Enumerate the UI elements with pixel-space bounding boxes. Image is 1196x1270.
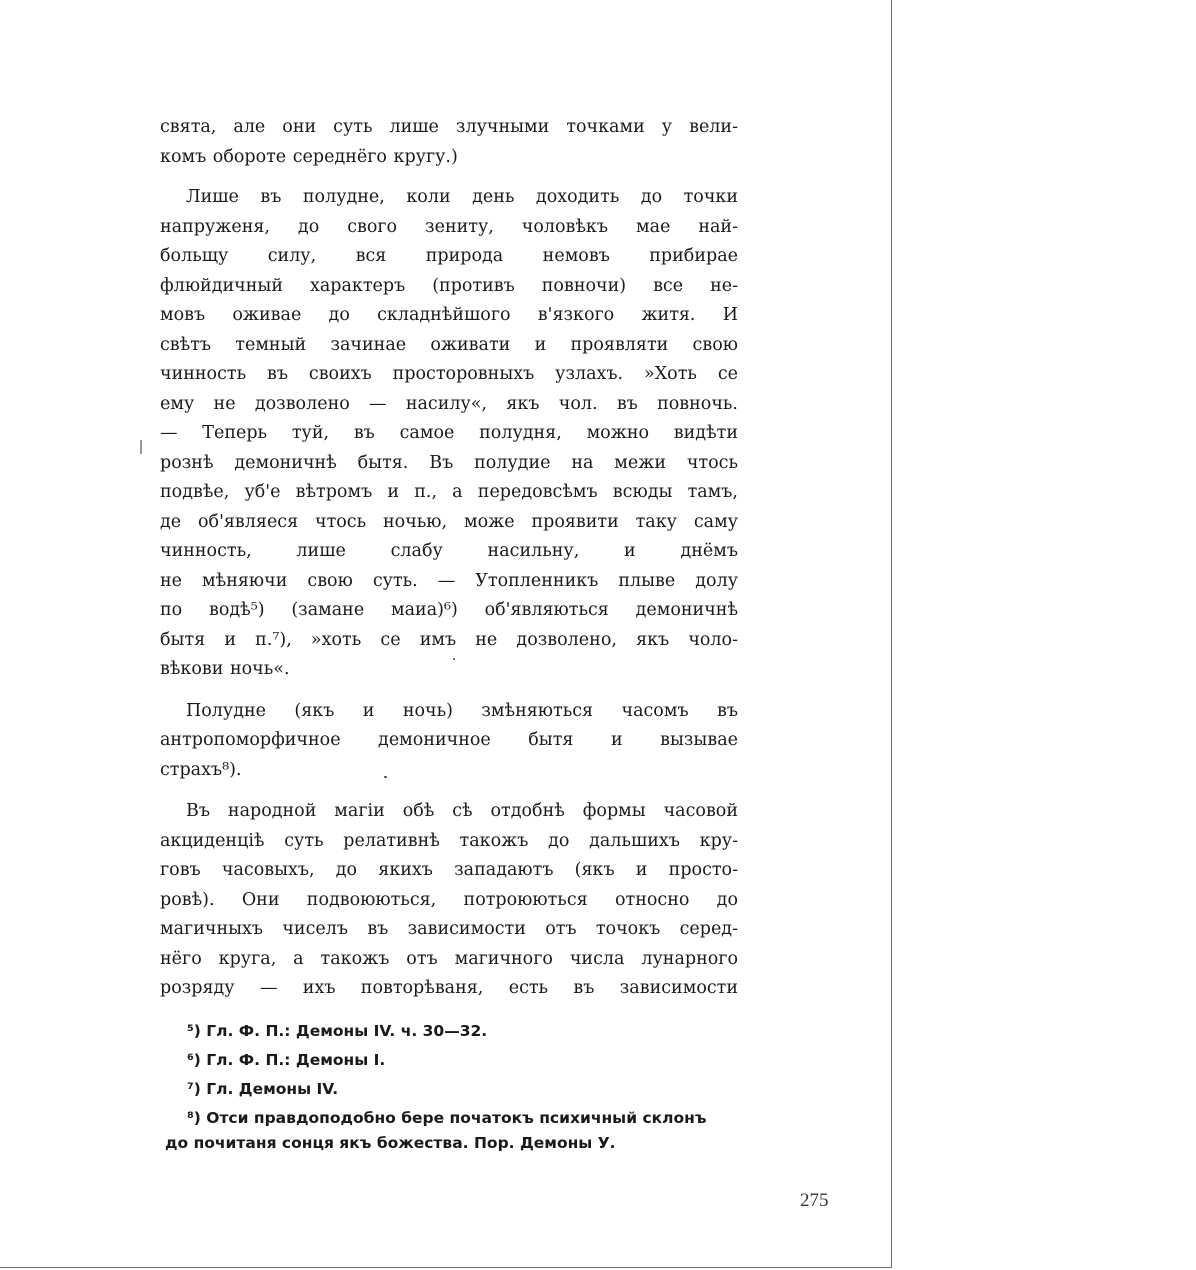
text-line: акциденціѣ суть релативнѣ такожъ до дальшихъ кру-	[160, 830, 738, 851]
scan-speck	[453, 658, 455, 660]
text-line: по водѣ⁵) (замане маиа)⁶) об'являються демоничнѣ	[160, 600, 738, 620]
text-line: нёго круга, а такожъ отъ магичного числа лунарного	[160, 948, 738, 969]
text-line: ему не дозволено — насилу«, якъ чол. въ повночь.	[160, 393, 738, 414]
text-line: бытя и п.⁷), »хоть се имъ не дозволено, якъ чоло-	[160, 629, 738, 650]
paragraph-2	[160, 183, 738, 685]
text-line: — Теперь туй, въ самое полудня, можно видѣти	[160, 423, 738, 443]
scan-mark	[140, 440, 142, 454]
text-line: чинность, лише слабу насильну, и днёмъ	[160, 541, 738, 561]
text-line: мовъ оживае до складнѣйшого в'язкого житя. И	[160, 305, 738, 325]
paragraph-3	[160, 697, 738, 786]
text-line: свѣтъ темный зачинае оживати и проявляти свою	[160, 334, 738, 355]
body-text	[160, 113, 738, 1004]
text-line: подвѣе, уб'е вѣтромъ и п., а передовсѣмъ всюды тамъ,	[160, 482, 738, 502]
text-line: напруженя, до свого зениту, чоловѣкъ мае най-	[160, 216, 738, 237]
paragraph-1	[160, 113, 738, 172]
text-line: магичныхъ чиселъ въ зависимости отъ точокъ серед-	[160, 919, 738, 939]
footnotes	[165, 1017, 747, 1158]
text-line: вѣкови ночь«.	[160, 659, 290, 679]
text-line: флюйдичный характеръ (противъ повночи) все не-	[160, 275, 738, 296]
text-line: больщу силу, вся природа немовъ прибирае	[160, 246, 738, 266]
paragraph-4	[160, 797, 738, 1004]
scan-speck	[384, 776, 387, 778]
footnote-8: ⁸) Отси правдоподобно бере початокъ психичный склонъ	[187, 1109, 707, 1127]
text-line: рознѣ демоничнѣ бытя. Въ полудие на межи чтось	[160, 452, 738, 473]
text-line: ровѣ). Они подвоюються, потроюються относно до	[160, 889, 738, 910]
text-line: не мѣняючи свою суть. — Утопленникъ плыве долу	[160, 570, 738, 591]
text-line: де об'являеся чтось ночью, може проявити таку саму	[160, 511, 738, 532]
footnote-8-continuation: до почитаня сонця якъ божества. Пор. Демоны У.	[165, 1134, 616, 1152]
page-number: 275	[800, 1190, 829, 1211]
text-line: Полудне (якъ и ночь) змѣняються часомъ въ	[186, 700, 738, 721]
footnote-7: ⁷) Гл. Демоны IV.	[187, 1080, 339, 1098]
text-line: страхъ⁸).	[160, 759, 242, 780]
text-line: розряду — ихъ повторѣваня, есть въ зависимости	[160, 978, 738, 998]
footnote-5: ⁵) Гл. Ф. П.: Демоны IV. ч. 30—32.	[187, 1022, 488, 1040]
text-line: свята, але они суть лише злучными точками у вели-	[160, 117, 738, 137]
text-line: комъ обороте середнёго кругу.)	[160, 146, 458, 167]
text-line: антропоморфичное демоничное бытя и вызывае	[160, 730, 738, 750]
text-line: говъ часовыхъ, до якихъ западаютъ (якъ и просто-	[160, 860, 738, 880]
text-line: чинность въ своихъ просторовныхъ узлахъ. »Хоть се	[160, 364, 738, 384]
footnote-6: ⁶) Гл. Ф. П.: Демоны I.	[187, 1051, 386, 1069]
text-line: Въ народной магіи обѣ сѣ отдобнѣ формы часовой	[186, 801, 738, 821]
text-line: Лише въ полудне, коли день доходить до точки	[186, 187, 738, 207]
